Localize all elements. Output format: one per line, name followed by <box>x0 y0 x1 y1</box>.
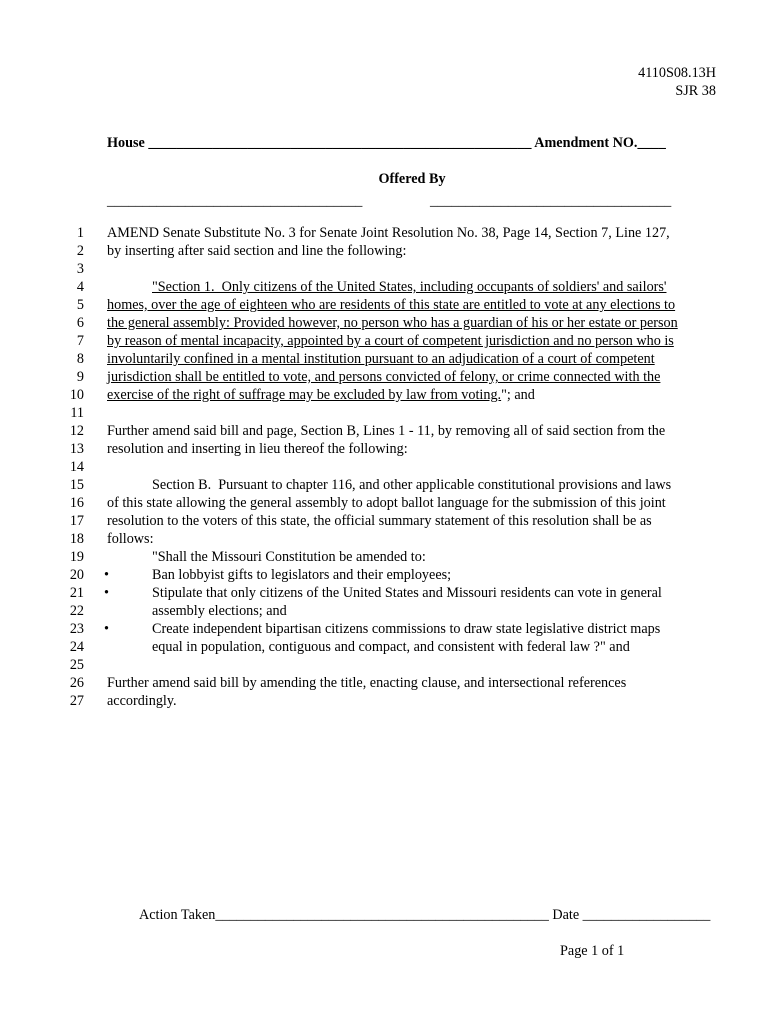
amendment-label: Amendment NO. <box>534 135 638 151</box>
action-taken-label: Action Taken <box>139 907 216 923</box>
ballot-bullet-text: equal in population, contiguous and compact, and consistent with federal law ?" and <box>152 639 630 655</box>
line-number: 25 <box>69 657 84 673</box>
date-label: Date <box>552 907 580 923</box>
body-line: "Shall the Missouri Constitution be amended to: <box>152 549 426 565</box>
inserted-text-line: the general assembly: Provided however, no person who has a guardian of his or her estate or person <box>107 315 678 331</box>
body-line: follows: <box>107 531 154 547</box>
line-number: 26 <box>69 675 84 691</box>
body-line: Further amend said bill by amending the title, enacting clause, and intersectional references <box>107 675 627 691</box>
inserted-text-line: involuntarily confined in a mental institution pursuant to an adjudication of a court of competent <box>107 351 655 367</box>
offered-by-blank-left: ____________________________________ <box>107 193 363 209</box>
line-number: 22 <box>69 603 84 619</box>
inserted-text-underlined: exercise of the right of suffrage may be excluded by law from voting. <box>107 387 502 403</box>
line-number: 17 <box>69 513 84 529</box>
amendment-number-blank: ____ <box>637 135 666 151</box>
body-line: Further amend said bill and page, Section B, Lines 1 - 11, by removing all of said section from the <box>107 423 666 439</box>
line-number: 9 <box>76 369 84 385</box>
offered-by-blank-right: __________________________________ <box>430 193 672 209</box>
house-blank: ______________________________________________________ <box>148 135 532 151</box>
line-number: 27 <box>69 693 84 709</box>
line-number: 16 <box>69 495 84 511</box>
bullet-icon: • <box>104 621 109 637</box>
ballot-bullet-text: Stipulate that only citizens of the United States and Missouri residents can vote in general <box>152 585 662 601</box>
line-number: 5 <box>76 297 84 313</box>
line-number: 18 <box>69 531 84 547</box>
body-line: resolution and inserting in lieu thereof the following: <box>107 441 408 457</box>
inserted-text-line: jurisdiction shall be entitled to vote, and persons convicted of felony, or crime connected with the <box>107 369 661 385</box>
line-number: 10 <box>69 387 84 403</box>
line-number: 15 <box>69 477 84 493</box>
body-line: accordingly. <box>107 693 177 709</box>
line-number: 19 <box>69 549 84 565</box>
line-number: 11 <box>70 405 84 421</box>
body-line: AMEND Senate Substitute No. 3 for Senate Joint Resolution No. 38, Page 14, Section 7, Line 127, <box>107 225 670 241</box>
line-number: 2 <box>76 243 84 259</box>
inserted-text-tail: "; and <box>501 387 535 403</box>
inserted-text-line: "Section 1. Only citizens of the United States, including occupants of soldiers' and sailors' <box>152 279 667 295</box>
line-number: 20 <box>69 567 84 583</box>
line-number: 14 <box>69 459 84 475</box>
line-number: 6 <box>76 315 84 331</box>
bullet-icon: • <box>104 585 109 601</box>
action-taken-line <box>139 907 710 924</box>
line-number: 3 <box>76 261 84 277</box>
inserted-text-line-last <box>107 387 535 404</box>
date-blank: __________________ <box>582 907 711 923</box>
line-number: 7 <box>76 333 84 349</box>
line-number: 24 <box>69 639 84 655</box>
action-taken-blank: _______________________________________________ <box>215 907 549 923</box>
house-label: House <box>107 135 145 151</box>
line-number: 12 <box>69 423 84 439</box>
page-number: Page 1 of 1 <box>560 943 625 959</box>
body-line: by inserting after said section and line the following: <box>107 243 407 259</box>
ballot-bullet-text: Create independent bipartisan citizens commissions to draw state legislative district maps <box>152 621 661 637</box>
ballot-bullet-text: assembly elections; and <box>152 603 287 619</box>
bullet-icon: • <box>104 567 109 583</box>
line-number: 13 <box>69 441 84 457</box>
line-number: 1 <box>76 225 84 241</box>
line-number: 21 <box>69 585 84 601</box>
document-code: 4110S08.13H <box>638 65 716 81</box>
offered-by-label: Offered By <box>378 171 446 187</box>
title-line <box>107 135 666 152</box>
line-number: 4 <box>76 279 84 295</box>
line-number: 23 <box>69 621 84 637</box>
inserted-text-line: homes, over the age of eighteen who are residents of this state are entitled to vote at any elections to <box>107 297 676 313</box>
ballot-bullet-text: Ban lobbyist gifts to legislators and their employees; <box>152 567 452 583</box>
body-line: resolution to the voters of this state, the official summary statement of this resolution shall be as <box>107 513 652 529</box>
line-number: 8 <box>76 351 84 367</box>
resolution-code: SJR 38 <box>675 83 716 99</box>
body-line: Section B. Pursuant to chapter 116, and other applicable constitutional provisions and laws <box>152 477 672 493</box>
body-line: of this state allowing the general assembly to adopt ballot language for the submission of this joint <box>107 495 666 511</box>
inserted-text-line: by reason of mental incapacity, appointed by a court of competent jurisdiction and no person who is <box>107 333 674 349</box>
